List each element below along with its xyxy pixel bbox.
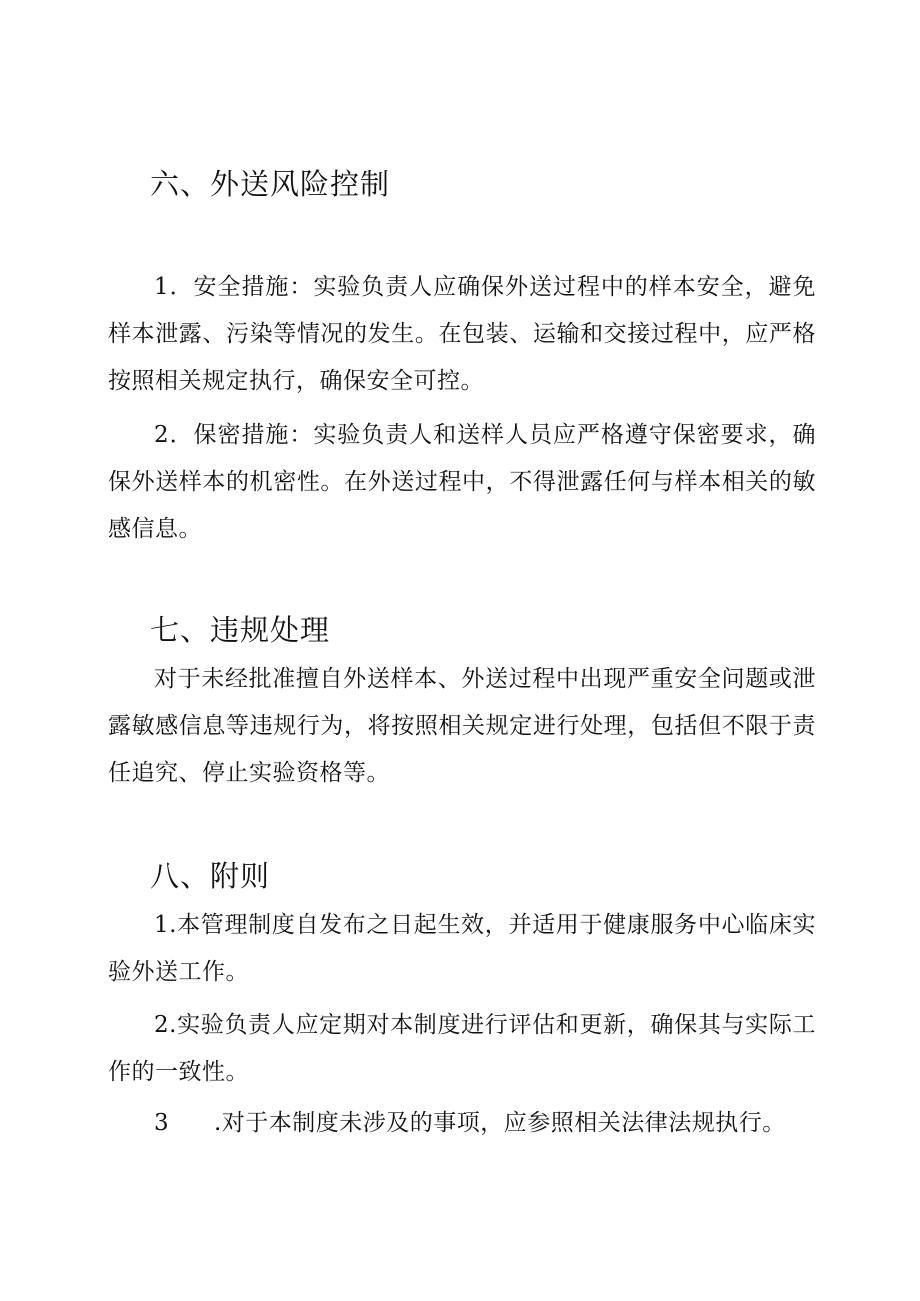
paragraph-effective-date: 1.本管理制度自发布之日起生效，并适用于健康服务中心临床实验外送工作。 bbox=[108, 912, 816, 985]
item-number: 3 bbox=[154, 1110, 170, 1136]
section-heading-supplementary: 八、附则 bbox=[150, 859, 271, 893]
paragraph-periodic-review: 2.实验负责人应定期对本制度进行评估和更新，确保其与实际工作的一致性。 bbox=[108, 1012, 816, 1085]
paragraph-confidentiality-measures: 2．保密措施：实验负责人和送样人员应严格遵守保密要求，确保外送样本的机密性。在外送过程中，不得泄露任何与样本相关的敏感信息。 bbox=[108, 422, 816, 542]
section-heading-violations: 七、违规处理 bbox=[150, 613, 331, 647]
paragraph-uncovered-matters bbox=[154, 1100, 786, 1147]
paragraph-safety-measures: 1．安全措施：实验负责人应确保外送过程中的样本安全，避免样本泄露、污染等情况的发生。在包装、运输和交接过程中，应严格按照相关规定执行，确保安全可控。 bbox=[108, 274, 816, 394]
section-heading-risk-control: 六、外送风险控制 bbox=[150, 167, 391, 201]
paragraph-violation-handling: 对于未经批准擅自外送样本、外送过程中出现严重安全问题或泄露敏感信息等违规行为，将按照相关规定进行处理，包括但不限于责任追究、停止实验资格等。 bbox=[108, 666, 816, 786]
item-text: .对于本制度未涉及的事项，应参照相关法律法规执行。 bbox=[214, 1110, 786, 1136]
